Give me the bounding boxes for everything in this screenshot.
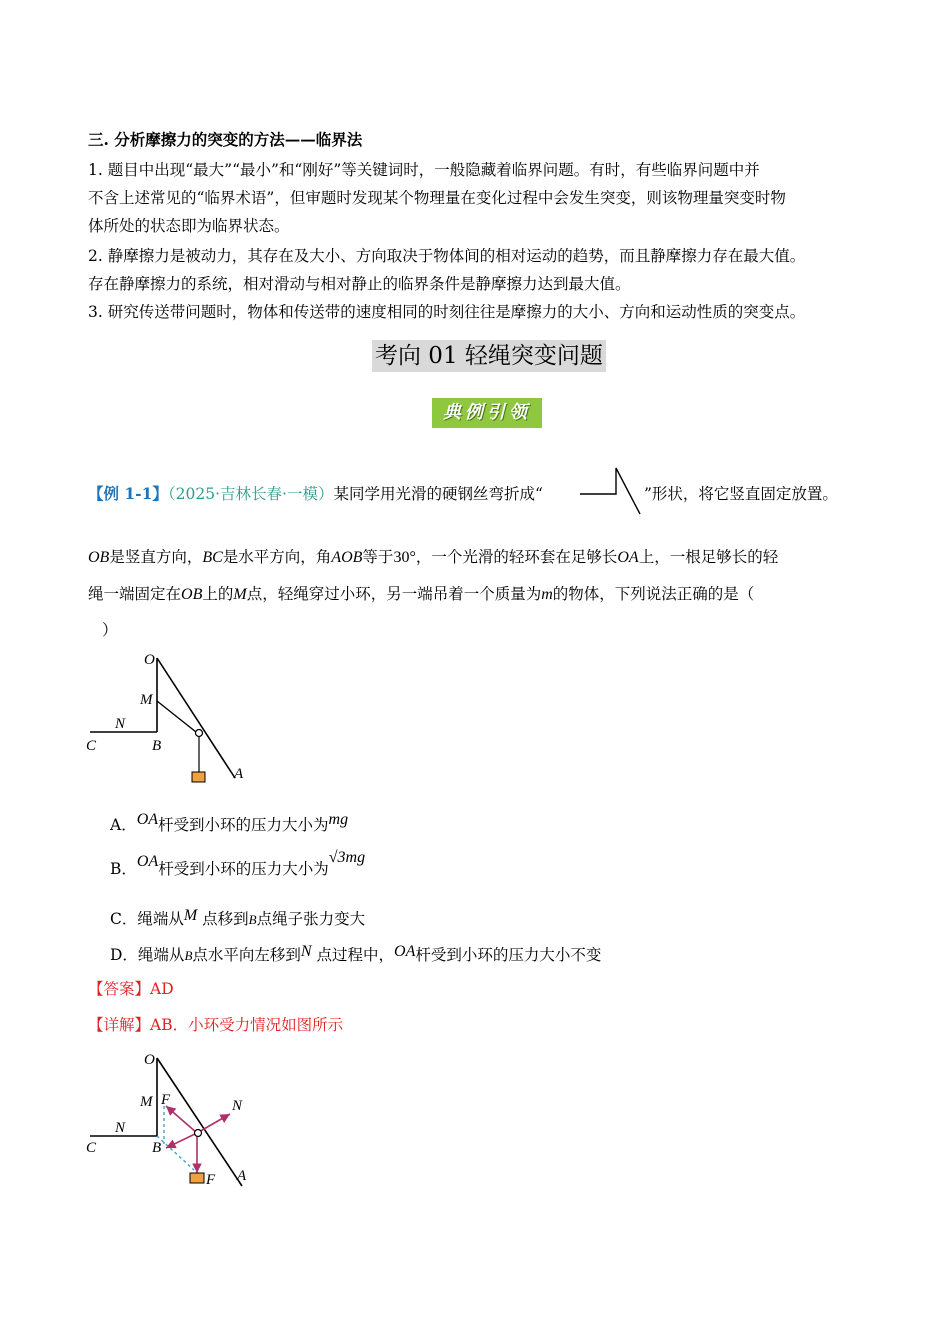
option-a [110, 812, 348, 839]
rope [157, 701, 196, 732]
var-b: B [248, 912, 257, 927]
var-n: N [300, 943, 312, 960]
example-intro [88, 482, 543, 506]
text: 的物体，下列说法正确的是（ [552, 585, 755, 603]
example-line3 [88, 582, 754, 607]
example-line2 [88, 545, 778, 570]
explanation-text: AB．小环受力情况如图所示 [150, 1016, 344, 1034]
text: 是竖直方向， [109, 548, 203, 566]
para1-line3: 体所处的状态即为临界状态。 [88, 217, 290, 235]
weight-block [192, 772, 205, 782]
ring [196, 730, 203, 737]
example-badge: 典例引领 [432, 398, 542, 428]
para1-line1: 1. 题目中出现“最大”“最小”和“刚好”等关键词时，一般隐藏着临界问题。有时，有些临界问题中并 [88, 161, 760, 179]
text: 杆受到小环的压力大小为 [158, 816, 329, 834]
text: 点移到 [202, 910, 249, 928]
label-a: A [234, 766, 244, 782]
var-oa: OA [394, 943, 416, 960]
text: 点绳子张力变大 [256, 910, 366, 928]
explanation-label: 【详解】 [88, 1016, 151, 1034]
bent-wire-icon [578, 466, 644, 518]
label-c: C [86, 738, 97, 754]
label-f-weight: F [206, 1172, 216, 1188]
var-aob: AOB [331, 549, 363, 566]
label-n: N [115, 716, 126, 732]
text: 绳一端固定在 [88, 585, 182, 603]
ring [195, 1130, 202, 1137]
label-n: N [115, 1120, 126, 1136]
var-oa: OA [136, 811, 159, 828]
para1-line2: 不含上述常见的“临界术语”，但审题时发现某个物理量在变化过程中会发生突变，则该物理量突变时物 [88, 189, 786, 207]
para2-line2: 存在静摩擦力的系统，相对滑动与相对静止的临界条件是静摩擦力达到最大值。 [88, 275, 631, 293]
var-m: M [183, 907, 198, 924]
label-o: O [144, 652, 155, 668]
text: C．绳端从 [110, 910, 184, 928]
explanation [88, 1012, 343, 1038]
label-b: B [152, 1140, 162, 1156]
label-c: C [86, 1140, 97, 1156]
label-m: M [140, 1094, 153, 1110]
rod-oa [157, 1058, 242, 1186]
var-oa: OA [617, 549, 639, 566]
var-m: M [233, 586, 247, 603]
text: 点，轻绳穿过小环，另一端吊着一个质量为 [246, 585, 542, 603]
label-b: B [152, 738, 162, 754]
diagram-setup [82, 646, 262, 786]
text: 点水平向左移到 [192, 946, 301, 964]
var-mass: m [541, 586, 553, 603]
answer-label: 【答案】 [88, 980, 151, 998]
example-source: （2025·吉林长春·一模） [167, 485, 334, 503]
topic-heading: 考向 01 轻绳突变问题 [372, 340, 606, 372]
section-title: 三. 分析摩擦力的突变的方法——临界法 [88, 130, 363, 149]
text: 点过程中， [316, 946, 395, 964]
var-bc: BC [202, 549, 223, 566]
option-c [110, 906, 365, 933]
option-b [110, 849, 366, 883]
text: 上的 [202, 585, 234, 603]
example-tag: 【例 1-1】 [88, 484, 168, 503]
dashed-line [157, 1136, 194, 1170]
text: ，一个光滑的轻环套在足够长 [415, 548, 618, 566]
diagram-forces [82, 1048, 282, 1198]
value-sqrt3mg: √3mg [328, 849, 366, 866]
rod-oa [157, 658, 235, 778]
text: 是水平方向，角 [222, 548, 332, 566]
para3: 3. 研究传送带问题时，物体和传送带的速度相同的时刻往往是摩擦力的大小、方向和运动性质的突变点。 [88, 303, 806, 321]
example-intro-text: 某同学用光滑的硬钢丝弯折成“ [333, 485, 543, 503]
force-arrow-n [197, 1114, 230, 1133]
answer [88, 976, 174, 1002]
text: D．绳端从 [110, 946, 185, 964]
text: 等于 [362, 548, 394, 566]
option-label: A． [110, 816, 137, 834]
text: 上，一根足够长的轻 [638, 548, 779, 566]
label-a: A [237, 1168, 247, 1184]
para2-line1: 2. 静摩擦力是被动力，其存在及大小、方向取决于物体间的相对运动的趋势，而且静摩擦力存在最大值。 [88, 247, 806, 265]
answer-value: AD [150, 980, 174, 998]
option-d [110, 942, 601, 969]
var-ob: OB [181, 586, 203, 603]
text: 杆受到小环的压力大小不变 [415, 946, 602, 964]
label-n-force: N [232, 1098, 243, 1114]
force-arrow-resultant [166, 1133, 197, 1148]
angle-value: 30° [393, 549, 416, 566]
example-intro-end: ”形状，将它竖直固定放置。 [644, 485, 838, 503]
weight-block [190, 1173, 204, 1183]
var-ob: OB [88, 549, 110, 566]
label-m: M [140, 692, 153, 708]
var-oa: OA [136, 853, 159, 870]
label-o: O [144, 1052, 155, 1068]
value-mg: mg [328, 811, 349, 828]
label-f: F [161, 1092, 171, 1108]
text: 杆受到小环的压力大小为 [158, 860, 329, 878]
example-line4: ） [102, 621, 118, 639]
option-label: B． [110, 860, 137, 878]
var-b: B [184, 948, 193, 963]
